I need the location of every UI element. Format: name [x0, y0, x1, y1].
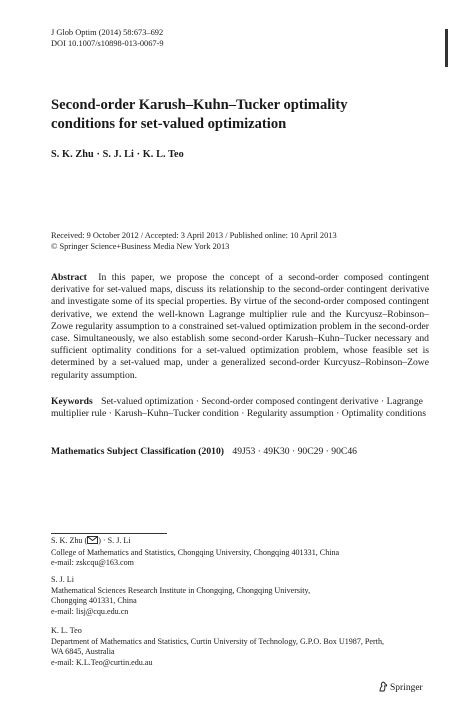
article-title: [51, 96, 431, 134]
history-dates: Received: 9 October 2012 / Accepted: 3 April 2013 / Published online: 10 April 2013: [51, 231, 337, 240]
msc-codes: 49J53 · 49K30 · 90C29 · 90C46: [232, 446, 357, 457]
keywords: [51, 396, 429, 420]
affiliation-1-name-suffix: ) · S. J. Li: [98, 536, 131, 545]
affiliation-2-name: S. J. Li: [51, 575, 74, 584]
affiliation-2-address-line-2: Chongqing 401331, China: [51, 596, 137, 606]
affiliation-1-name-prefix: S. K. Zhu (: [51, 536, 88, 545]
journal-citation: J Glob Optim (2014) 58:673–692: [51, 28, 164, 37]
publication-history: [51, 230, 431, 252]
affiliation-1-names: [51, 536, 431, 548]
affiliation-1-email: e-mail: zskcqu@163.com: [51, 558, 134, 568]
title-line-2: conditions for set-valued optimization: [51, 116, 287, 132]
author-list: S. K. Zhu · S. J. Li · K. L. Teo: [51, 149, 184, 160]
affiliation-2: [51, 575, 431, 617]
springer-horse-icon: [378, 681, 388, 695]
abstract-heading: Abstract: [51, 272, 87, 283]
footnote-rule: [51, 533, 167, 534]
affiliation-3: [51, 626, 431, 668]
abstract: [51, 272, 429, 382]
keywords-text: Set-valued optimization · Second-order composed contingent derivative · Lagrange multiplier rule · Karush–Kuhn–Tucker condition · Regularity assumption · Optimality conditions: [51, 396, 426, 420]
affiliation-2-email: e-mail: lisj@cqu.edu.cn: [51, 606, 129, 616]
doi: DOI 10.1007/s10898-013-0067-9: [51, 39, 164, 48]
msc-classification: [51, 446, 429, 458]
publisher-name: Springer: [390, 683, 423, 693]
affiliation-3-name: K. L. Teo: [51, 626, 82, 635]
affiliation-1-address: College of Mathematics and Statistics, Chongqing University, Chongqing 401331, China: [51, 547, 340, 557]
journal-meta: [51, 27, 164, 49]
affiliation-1: [51, 536, 431, 569]
affiliation-3-address-line-1: Department of Mathematics and Statistics, Curtin University of Technology, G.P.O. Box U1987, Perth,: [51, 636, 385, 646]
affiliation-3-address-line-2: WA 6845, Australia: [51, 647, 115, 657]
keywords-heading: Keywords: [51, 396, 93, 407]
affiliation-2-address-line-1: Mathematical Sciences Research Institute in Chongqing, Chongqing University,: [51, 585, 311, 595]
header-rule: [445, 29, 448, 67]
envelope-icon: [87, 536, 98, 548]
affiliation-3-email: e-mail: K.L.Teo@curtin.edu.au: [51, 657, 153, 667]
abstract-text: In this paper, we propose the concept of a second-order composed contingent derivative for set-valued maps, discuss its relationship to the second-order contingent derivative and investigate some of its special properties. By virtue of the second-order composed contingent derivative, we extend the well-known Lagrange multiplier rule and the Kurcyusz–Robinson–Zowe regularity assumption to a constrained set-valued optimization problem in the second-order case. Simultaneously, we also establish some second-order Karush–Kuhn–Tucker necessary and sufficient optimality conditions for a set-valued optimization problem, whose feasible set is determined by a set-valued map, under a generalized second-order Kurcyusz–Robinson–Zowe regularity assumption.: [51, 272, 430, 381]
publisher-logo: [378, 681, 423, 695]
title-line-1: Second-order Karush–Kuhn–Tucker optimality: [51, 97, 348, 113]
msc-heading: Mathematics Subject Classification (2010): [51, 446, 224, 457]
copyright-notice: © Springer Science+Business Media New York 2013: [51, 242, 230, 251]
